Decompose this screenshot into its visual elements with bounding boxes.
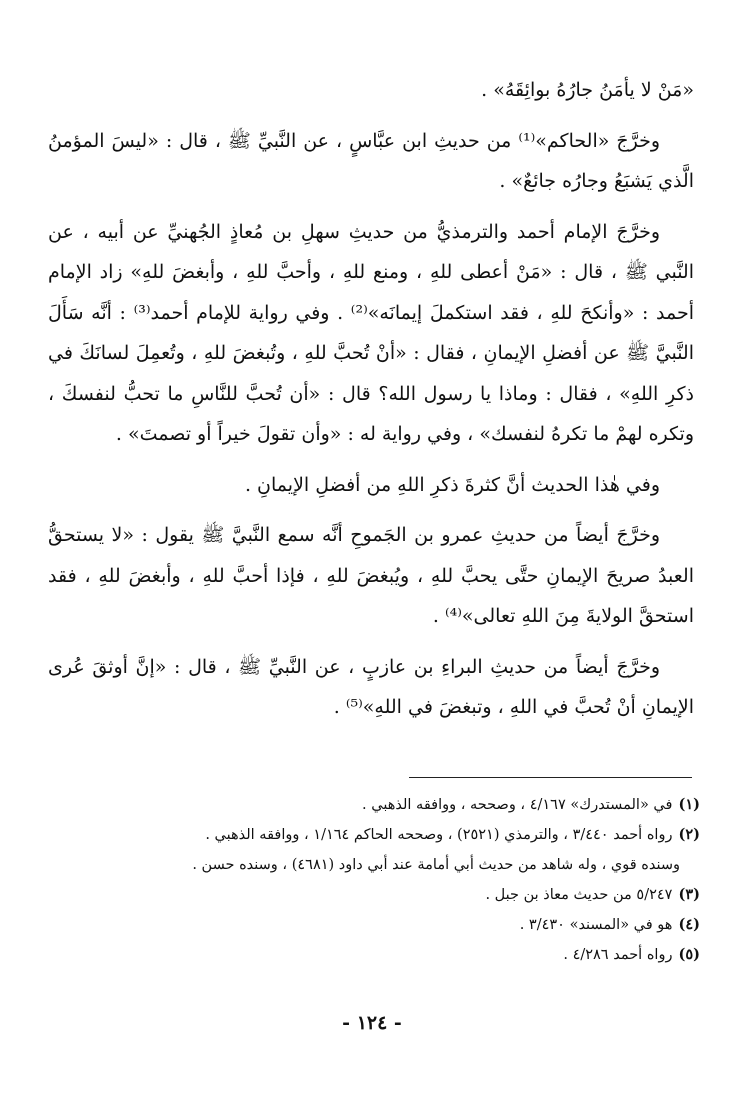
footnote-4 — [60, 910, 700, 940]
footnote-text: رواه أحمد ٣/٤٤٠ ، والترمذي (٢٥٢١) ، وصححه الحاكم ١/١٦٤ ، ووافقه الذهبي . — [205, 827, 673, 843]
footnote-number: (٤) — [678, 916, 700, 933]
footnote-3 — [60, 880, 700, 910]
footnote-2 — [60, 820, 700, 850]
main-text — [48, 70, 694, 728]
footnotes — [60, 790, 700, 970]
footnote-text: هو في «المسند» ٣/٤٣٠ . — [519, 917, 673, 933]
footnote-number: (٣) — [678, 886, 700, 903]
footnote-text: وسنده قوي ، وله شاهد من حديث أبي أمامة عند أبي داود (٤٦٨١) ، وسنده حسن . — [192, 857, 680, 873]
footnote-1 — [60, 790, 700, 820]
footnote-5 — [60, 940, 700, 970]
footnote-number: (٢) — [678, 826, 700, 843]
footnote-divider — [409, 777, 692, 778]
footnote-text: في «المستدرك» ٤/١٦٧ ، وصححه ، ووافقه الذهبي . — [362, 797, 673, 813]
paragraph-5: وخرَّجَ أيضاً من حديثِ عمرو بن الجَموحِ أنَّه سمع النَّبيَّ ﷺ يقول : «لا يستحقُّ العبدُ صريحَ الإيمانِ حتَّى يحبَّ للهِ ، ويُبغضَ للهِ ، فإذا أحبَّ للهِ ، وأبغضَ للهِ ، فقد استحقَّ الولايةَ مِنَ اللهِ تعالى»⁽⁴⁾ . — [48, 524, 694, 627]
footnote-2-continuation — [60, 850, 700, 880]
paragraph-3: وخرَّجَ الإمام أحمد والترمذيُّ من حديثِ سهلِ بن مُعاذٍ الجُهنيِّ عن أبيه ، عن النَّبي ﷺ ، قال : «مَنْ أعطى للهِ ، ومنع للهِ ، وأحبَّ للهِ ، وأبغضَ للهِ» زاد الإمام أحمد : «وأنكحَ للهِ ، فقد استكملَ إيمانَه»⁽²⁾ . وفي رواية للإمام أحمد⁽³⁾ : أنَّه سَأَلَ النَّبيَّ ﷺ عن أفضلِ الإيمانِ ، فقال : «أنْ تُحبَّ للهِ ، وتُبغضَ للهِ ، وتُعمِلَ لسانَكَ في ذكرِ اللهِ» ، فقال : وماذا يا رسول الله؟ قال : «أن تُحبَّ للنَّاسِ ما تحبُّ لنفسكَ ، وتكره لهمْ ما تكرهُ لنفسك» ، وفي رواية له : «وأن تقولَ خيراً أو تصمتَ» . — [48, 220, 694, 445]
footnote-text: رواه أحمد ٤/٢٨٦ . — [563, 947, 673, 963]
page-number: - ١٢٤ - — [342, 1012, 402, 1034]
footnote-number: (١) — [678, 796, 700, 813]
footnote-text: ٥/٢٤٧ من حديث معاذ بن جبل . — [485, 887, 673, 903]
paragraph-4: وفي هٰذا الحديث أنَّ كثرةَ ذكرِ اللهِ من أفضلِ الإيمانِ . — [244, 473, 660, 496]
paragraph-1: «مَنْ لا يأمَنُ جارُهُ بوائِقَهُ» . — [481, 79, 694, 101]
paragraph-6: وخرَّجَ أيضاً من حديثِ البراءِ بن عازبٍ ، عن النَّبيِّ ﷺ ، قال : «إنَّ أوثقَ عُرى الإيمانِ أنْ تُحبَّ في اللهِ ، وتبغضَ في اللهِ»⁽⁵⁾ . — [48, 655, 694, 718]
footnote-number: (٥) — [678, 946, 700, 963]
paragraph-2: وخرَّجَ «الحاكم»⁽¹⁾ من حديثِ ابن عبَّاسٍ ، عن النَّبيِّ ﷺ ، قال : «ليسَ المؤمنُ الَّذي يَشبَعُ وجارُه جائعٌ» . — [48, 129, 694, 192]
